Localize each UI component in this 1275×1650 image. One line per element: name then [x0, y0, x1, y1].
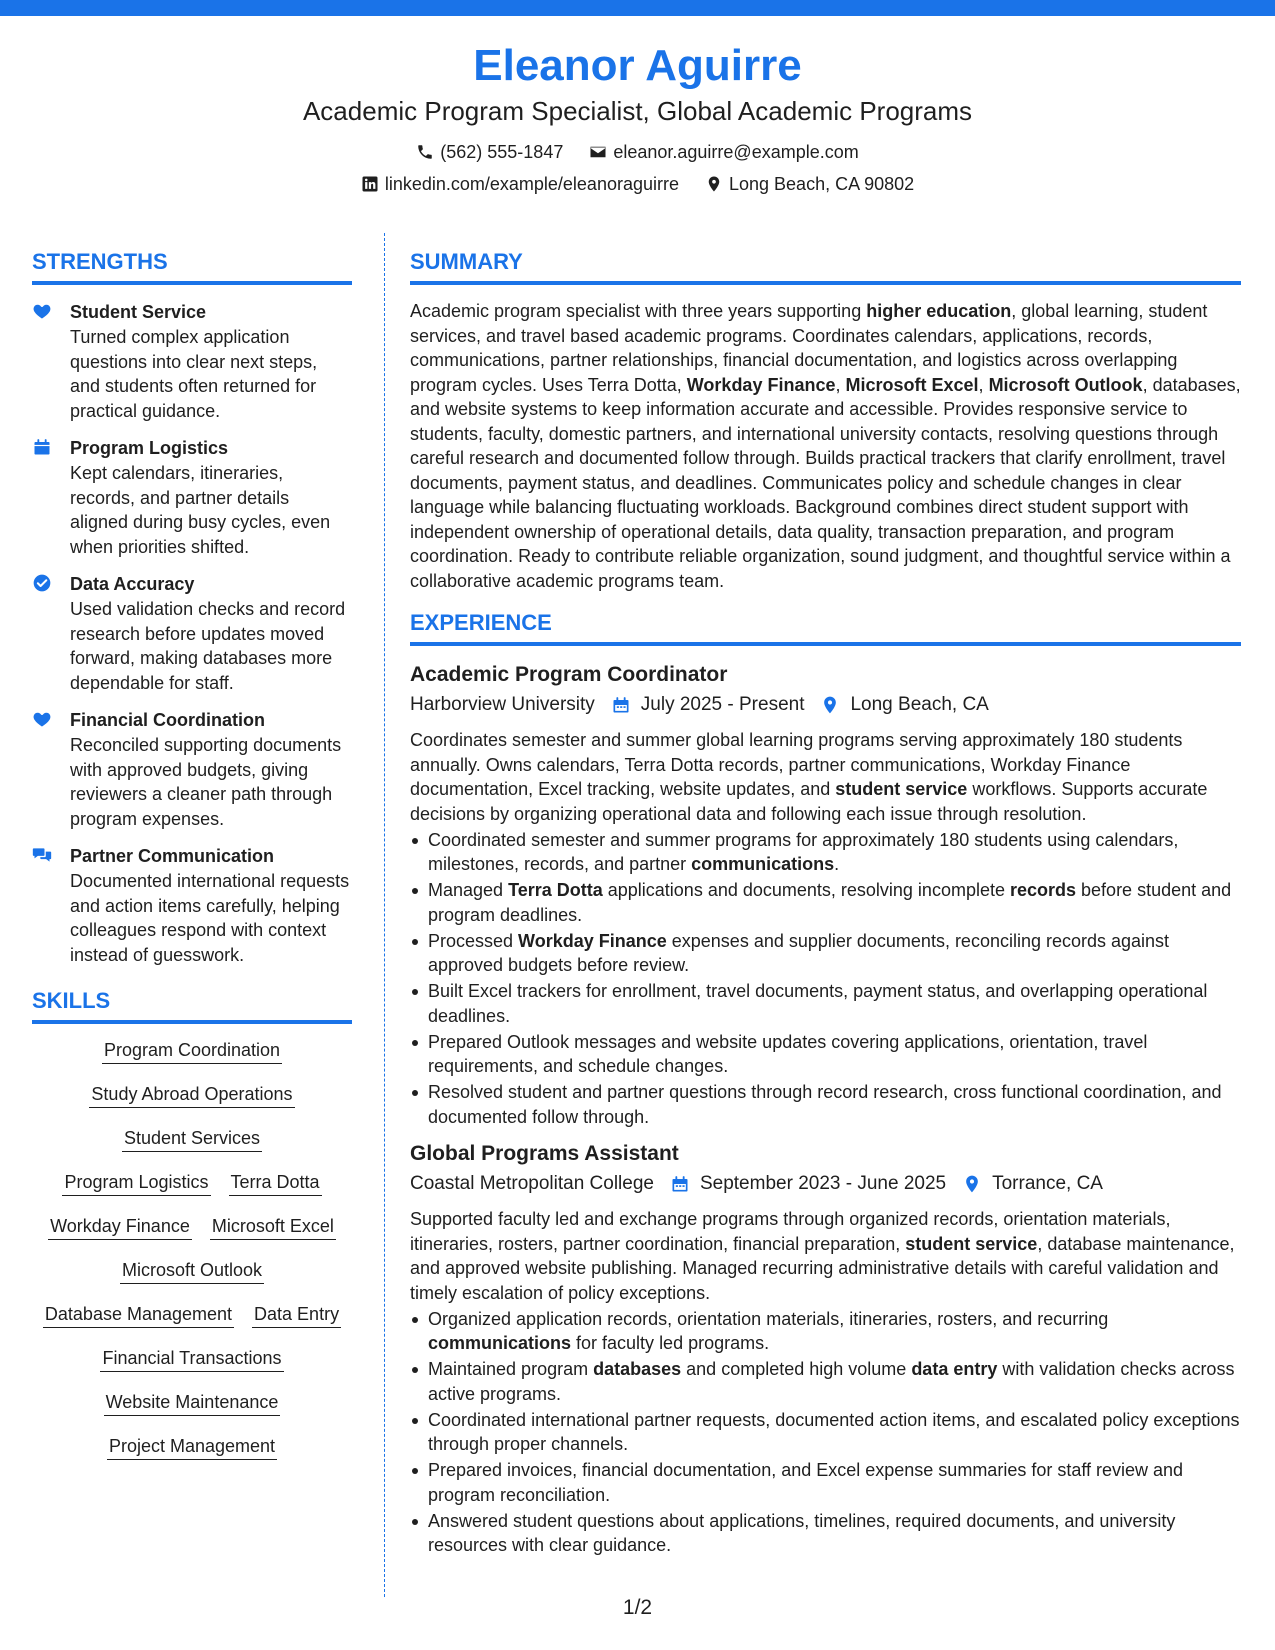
skill-tag: Workday Finance — [48, 1214, 192, 1240]
top-accent-bar — [0, 0, 1275, 16]
text-run: . — [834, 854, 840, 874]
strength-body — [70, 843, 352, 967]
strength-title: Partner Communication — [70, 846, 275, 866]
bold-keyword: Microsoft Outlook — [988, 374, 1143, 395]
candidate-title: Academic Program Specialist, Global Academic Programs — [302, 96, 973, 126]
job-bullets — [410, 828, 1241, 1130]
skill-tag: Study Abroad Operations — [89, 1082, 294, 1108]
bold-keyword: databases — [593, 1359, 682, 1379]
strength-body — [70, 707, 352, 831]
text-run: , databases, and website systems to keep information accurate and accessible. Provides responsive service to students, faculty, domestic partners, and international university contacts, resolving questions through careful research and documented follow through. Builds practical trackers that clarify enrollment, travel documents, payment status, and deadlines. Communicates policy and schedule changes in clear language while balancing fluctuating workloads. Background combines direct student support with independent ownership of operational details, data quality, transaction preparation, and program coordination. Ready to contribute reliable organization, sound judgment, and thoughtful service within a collaborative academic programs team. — [410, 374, 1241, 591]
strengths-list — [32, 299, 352, 967]
skill-row — [32, 1302, 352, 1328]
experience-list — [410, 660, 1241, 1558]
strength-item — [32, 707, 352, 831]
skill-tag: Terra Dotta — [229, 1170, 322, 1196]
bold-keyword: data entry — [911, 1359, 998, 1379]
text-run: Maintained program — [428, 1359, 594, 1379]
job-bullets — [410, 1307, 1241, 1558]
heart-icon — [32, 301, 52, 321]
bullet-item — [410, 1357, 1241, 1406]
strength-description: Documented international requests and action items carefully, helping colleagues respond with context instead of guesswork. — [70, 871, 350, 965]
strength-icon-wrap — [32, 299, 70, 423]
skills-list — [32, 1038, 352, 1460]
bullet-item — [410, 979, 1241, 1028]
strength-icon-wrap — [32, 843, 70, 967]
email-text: eleanor.aguirre@example.com — [613, 142, 859, 162]
job-dates-icon-wrap — [670, 1174, 690, 1194]
map-pin-icon — [820, 695, 840, 715]
job-meta — [410, 690, 1241, 720]
text-run: expenses and supplier documents, reconciling records against approved budgets before review. — [428, 930, 1170, 975]
skill-tag: Microsoft Excel — [210, 1214, 336, 1240]
skill-tag: Microsoft Outlook — [120, 1258, 264, 1284]
text-run: , database maintenance, and approved website publishing. Managed recurring administrative details with careful validation and timely escalation of policy exceptions. — [410, 1233, 1235, 1303]
check-circle-icon — [32, 573, 52, 593]
phone-contact[interactable] — [416, 140, 563, 164]
text-run: Supported faculty led and exchange programs through organized records, orientation materials, itineraries, rosters, partner coordination, financial preparation, — [410, 1209, 1171, 1254]
job-entry — [410, 660, 1241, 1129]
location-contact — [705, 172, 914, 196]
location-text: Long Beach, CA 90802 — [729, 174, 915, 194]
bullet-item — [410, 1458, 1241, 1507]
skill-row — [32, 1038, 352, 1064]
resume-header — [0, 38, 1275, 196]
skill-row — [32, 1346, 352, 1372]
text-run: Answered student questions about applications, timelines, required documents, and university resources with clear guidance. — [428, 1510, 1176, 1555]
text-run: and completed high volume — [681, 1359, 912, 1379]
bold-keyword: student service — [905, 1233, 1038, 1254]
linkedin-contact[interactable] — [361, 172, 679, 196]
strength-icon-wrap — [32, 435, 70, 559]
job-location-icon-wrap — [962, 1174, 982, 1194]
strength-item — [32, 843, 352, 967]
strength-body — [70, 299, 352, 423]
job-organization: Harborview University — [410, 694, 595, 715]
right-column — [410, 246, 1241, 1568]
job-entry — [410, 1139, 1241, 1558]
strength-title: Data Accuracy — [70, 574, 195, 594]
text-run: , — [978, 374, 989, 395]
text-run: for faculty led programs. — [571, 1333, 770, 1353]
calendar-icon — [670, 1174, 690, 1194]
strength-body — [70, 435, 352, 559]
bullet-item — [410, 1509, 1241, 1558]
candidate-name: Eleanor Aguirre — [473, 41, 802, 90]
heart-icon — [32, 709, 52, 729]
summary-heading: SUMMARY — [410, 246, 1241, 285]
strength-body — [70, 571, 352, 695]
bullet-item — [410, 1307, 1241, 1356]
email-contact[interactable] — [589, 140, 858, 164]
job-title: Academic Program Coordinator — [410, 663, 728, 686]
strength-description: Used validation checks and record research before updates moved forward, making databases more dependable for staff. — [70, 599, 346, 693]
text-run: with validation checks across active programs. — [428, 1359, 1235, 1404]
strengths-heading: STRENGTHS — [32, 246, 352, 285]
phone-icon — [416, 143, 434, 161]
strength-title: Financial Coordination — [70, 710, 266, 730]
strength-description: Kept calendars, itineraries, records, and partner details aligned during busy cycles, even when priorities shifted. — [70, 463, 331, 557]
phone-text: (562) 555-1847 — [440, 142, 564, 162]
text-run: before student and program deadlines. — [428, 880, 1232, 925]
bullet-item — [410, 1080, 1241, 1129]
strength-title: Program Logistics — [70, 438, 229, 458]
job-meta — [410, 1169, 1241, 1199]
job-location: Torrance, CA — [992, 1173, 1103, 1194]
skill-tag: Website Maintenance — [104, 1390, 281, 1416]
contact-row-2 — [0, 172, 1275, 196]
skill-tag: Program Logistics — [62, 1170, 210, 1196]
skill-row — [32, 1258, 352, 1284]
bold-keyword: Workday Finance — [686, 374, 836, 395]
text-run: Coordinates semester and summer global learning programs serving approximately 180 students annually. Owns calendars, Terra Dotta records, partner communications, Workday Finance documentation, Excel tracking, website updates, and — [410, 730, 1183, 799]
column-divider — [384, 233, 385, 1597]
bold-keyword: communications — [691, 854, 835, 874]
job-description — [410, 1207, 1241, 1305]
contact-row-1 — [0, 140, 1275, 164]
job-organization: Coastal Metropolitan College — [410, 1173, 654, 1194]
text-run: Processed — [428, 930, 519, 951]
experience-heading: EXPERIENCE — [410, 607, 1241, 646]
text-run: , global learning, student services, and travel based academic programs. Coordinates calendars, applications, records, communications, partner relationships, financial documentation, and logistics across overlapping program cycles. Uses Terra Dotta, — [410, 301, 1208, 395]
strength-description: Reconciled supporting documents with approved budgets, giving reviewers a cleaner path through program expenses. — [70, 735, 342, 829]
map-pin-icon — [962, 1174, 982, 1194]
strength-item — [32, 571, 352, 695]
strength-icon-wrap — [32, 571, 70, 695]
strength-icon-wrap — [32, 707, 70, 831]
text-run: Organized application records, orientation materials, itineraries, rosters, and recurring — [428, 1308, 1109, 1329]
bold-keyword: communications — [428, 1333, 572, 1353]
job-title: Global Programs Assistant — [410, 1142, 679, 1165]
calendar-icon — [32, 437, 52, 457]
skill-tag: Project Management — [107, 1434, 277, 1460]
text-run: Academic program specialist with three years supporting — [410, 301, 867, 321]
linkedin-icon — [361, 175, 379, 193]
skills-heading: SKILLS — [32, 985, 352, 1024]
left-column — [32, 246, 352, 1478]
summary-text — [410, 299, 1241, 593]
bold-keyword: Microsoft Excel — [845, 374, 979, 395]
job-dates-icon-wrap — [611, 695, 631, 715]
strength-description: Turned complex application questions into clear next steps, and students often returned for practical guidance. — [70, 327, 318, 421]
envelope-icon — [589, 143, 607, 161]
job-location: Long Beach, CA — [850, 694, 989, 715]
bold-keyword: records — [1009, 880, 1077, 900]
bold-keyword: Workday Finance — [518, 930, 667, 951]
bullet-item — [410, 929, 1241, 978]
text-run: Managed — [428, 880, 509, 900]
text-run: applications and documents, resolving incomplete — [602, 880, 1010, 900]
skill-row — [32, 1390, 352, 1416]
page-number: 1/2 — [622, 1596, 653, 1619]
linkedin-text: linkedin.com/example/eleanoraguirre — [384, 174, 679, 194]
skill-row — [32, 1082, 352, 1108]
bullet-item — [410, 828, 1241, 877]
bold-keyword: Terra Dotta — [508, 880, 603, 900]
text-run: Resolved student and partner questions through record research, cross functional coordination, and documented follow through. — [428, 1082, 1222, 1127]
skill-row — [32, 1214, 352, 1240]
skill-row — [32, 1170, 352, 1196]
text-run: Built Excel trackers for enrollment, travel documents, payment status, and overlapping operational deadlines. — [428, 981, 1208, 1026]
text-run: Prepared invoices, financial documentation, and Excel expense summaries for staff review and program reconciliation. — [428, 1460, 1184, 1505]
skill-tag: Student Services — [122, 1126, 262, 1152]
bold-keyword: student service — [835, 779, 968, 799]
strength-title: Student Service — [70, 302, 207, 322]
strength-item — [32, 299, 352, 423]
skill-row — [32, 1126, 352, 1152]
map-pin-icon — [705, 175, 723, 193]
text-run: , — [835, 374, 846, 395]
job-description — [410, 728, 1241, 826]
job-location-icon-wrap — [820, 695, 840, 715]
skill-tag: Financial Transactions — [100, 1346, 283, 1372]
skill-row — [32, 1434, 352, 1460]
text-run: Coordinated international partner requests, documented action items, and escalated policy exceptions through proper channels. — [428, 1409, 1240, 1454]
bullet-item — [410, 1030, 1241, 1079]
skill-tag: Program Coordination — [102, 1038, 282, 1064]
text-run: Coordinated semester and summer programs for approximately 180 students using calendars, milestones, records, and partner — [428, 829, 1179, 874]
job-dates: July 2025 - Present — [640, 694, 805, 715]
job-dates: September 2023 - June 2025 — [699, 1173, 947, 1194]
chat-bubbles-icon — [32, 845, 52, 865]
text-run: Prepared Outlook messages and website updates covering applications, orientation, travel requirements, and schedule changes. — [428, 1031, 1148, 1076]
bold-keyword: higher education — [866, 301, 1012, 321]
skill-tag: Database Management — [43, 1302, 234, 1328]
bullet-item — [410, 878, 1241, 927]
strength-item — [32, 435, 352, 559]
skills-section — [32, 985, 352, 1460]
skill-tag: Data Entry — [252, 1302, 341, 1328]
text-run: workflows. Supports accurate decisions by organizing operational data and following each issue through resolution. — [410, 779, 1208, 824]
calendar-icon — [611, 695, 631, 715]
bullet-item — [410, 1408, 1241, 1457]
